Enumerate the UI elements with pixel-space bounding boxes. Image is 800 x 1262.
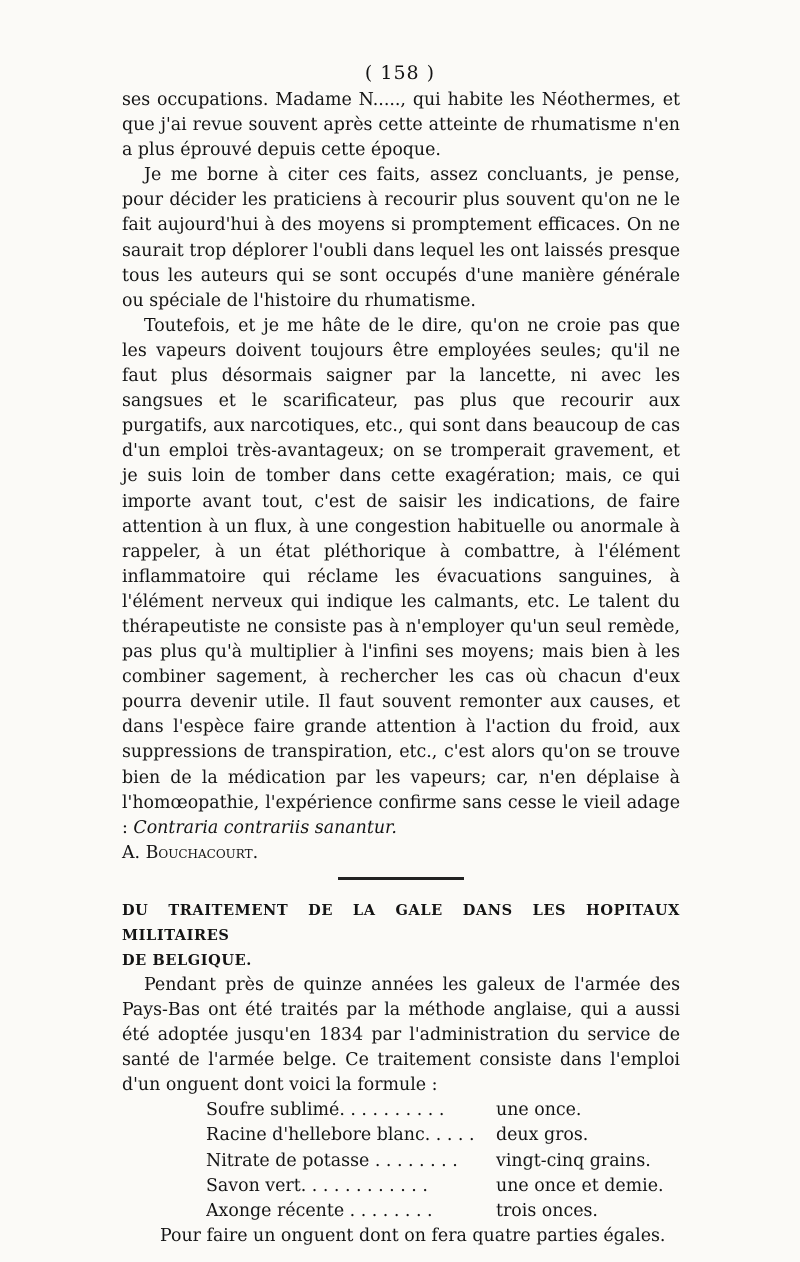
formula-quantity: vingt-cinq grains. — [496, 1150, 651, 1171]
formula-quantity: une once et demie. — [496, 1175, 664, 1196]
section-divider — [338, 877, 464, 880]
section-paragraph: Pendant près de quinze années les galeux de l'armée des Pays-Bas ont été traités par la méthode anglaise, qui a aussi été adoptée jusqu'en 1834 par l'administration du service de santé de l'armée belge. Ce traitement consiste dans l'emploi d'un onguent dont voici la formule : — [122, 974, 680, 1096]
formula-ingredient: Soufre sublimé. . . . . . . . . . — [206, 1100, 445, 1121]
paragraph-text: Toutefois, et je me hâte de le dire, qu'on ne croie pas que les vapeurs doivent toujours être employées seules; qu'il ne faut plus désormais saigner par la lancette, ni avec les sangsues et le scarificateur, pas plus que recourir aux purgatifs, aux narcotiques, etc., qui sont dans beaucoup de cas d'un emploi très-avantageux; on se tromperait gravement, et je suis loin de tomber dans cette exagération; mais, ce qui importe avant tout, c'est de saisir les indications, de faire attention à un flux, à une congestion habituelle ou anormale à rappeler, à un état pléthorique à combattre, à l'élément inflammatoire qui réclame les évacuations sanguines, à l'élément nerveux qui indique les calmants, etc. Le talent du thérapeutiste ne consiste pas à n'employer qu'un seul remède, pas plus qu'à multiplier à l'infini ses moyens; mais bien à les combiner sagement, à rechercher les cas où chacun d'eux pourra devenir utile. Il faut souvent remonter aux causes, et dans l'espèce faire grande attention à l'action du froid, aux suppressions de transpiration, etc., c'est alors qu'on se trouve bien de la médication par les vapeurs; car, n'en déplaise à l'homœopathie, l'expérience confirme sans cesse le vieil adage : — [122, 315, 680, 838]
formula-ingredient: Axonge récente . . . . . . . . — [206, 1200, 433, 1221]
formula-quantity: trois onces. — [496, 1200, 598, 1221]
formula-ingredient: Nitrate de potasse . . . . . . . . — [206, 1150, 458, 1171]
page-body — [122, 88, 680, 1249]
paragraph-continuation: ses occupations. Madame N....., qui habite les Néothermes, et que j'ai revue souvent après cette atteinte de rhumatisme n'en a plus éprouvé depuis cette époque. — [122, 90, 680, 161]
section-title-continued: DE BELGIQUE. — [122, 951, 252, 969]
formula-row — [206, 1123, 680, 1148]
formula-row — [206, 1199, 680, 1224]
formula-quantity: une once. — [496, 1100, 582, 1121]
formula-ingredient: Racine d'hellebore blanc. . . . . — [206, 1125, 475, 1146]
page-number: ( 158 ) — [364, 62, 436, 84]
section-title: DU TRAITEMENT DE LA GALE DANS LES HOPITAUX MILITAIRES — [122, 901, 680, 944]
formula-ingredient: Savon vert. . . . . . . . . . . . — [206, 1175, 428, 1196]
paragraph-with-adage — [122, 314, 680, 841]
ointment-formula — [122, 1098, 680, 1223]
formula-quantity: deux gros. — [496, 1125, 589, 1146]
formula-row — [206, 1174, 680, 1199]
author-signature: A. Bouchacourt. — [122, 842, 259, 863]
paragraph: Je me borne à citer ces faits, assez concluants, je pense, pour décider les praticiens à recourir plus souvent qu'on ne le fait aujourd'hui à des moyens si promptement efficaces. On ne saurait trop déplorer l'oubli dans lequel les ont laissés presque tous les auteurs qui se sont occupés d'une manière générale ou spéciale de l'histoire du rhumatisme. — [122, 165, 680, 311]
latin-adage: Contraria contrariis sanantur. — [133, 817, 397, 838]
formula-row — [206, 1098, 680, 1123]
formula-row — [206, 1149, 680, 1174]
closing-line: Pour faire un onguent dont on fera quatre parties égales. — [160, 1225, 666, 1246]
